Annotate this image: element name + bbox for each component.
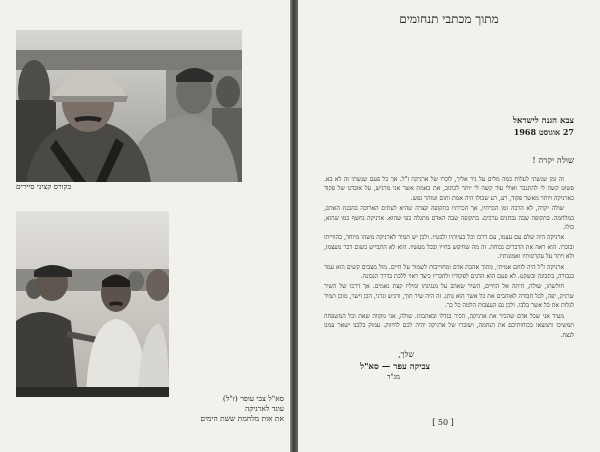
- page-header: מתוך מכתבי תנחומים: [399, 12, 499, 26]
- photo-award-ceremony: [16, 211, 169, 397]
- letter-greeting: שולה יקרה !: [532, 156, 574, 166]
- letter-date: 27 אוגוסט 1968: [513, 127, 574, 137]
- caption-line: סא"ל צבי עופר (ז"ל): [222, 394, 284, 403]
- caption-line: את אות מלחמת ששת הימים: [200, 414, 284, 423]
- letter-body: [324, 175, 574, 341]
- letter-paragraph: ארניקה ז"ל היה לוחם אמיתי, מתוך אהבת אדם ומחוייבות לשמור על חיים. מול מצבים קשים הוא עמד בגבורה, בתבונה ובשקט. לא פעם הוא הדגים לפקודיו ולחבריו כיצד ראוי ללכת בדרך הנכונה.: [324, 263, 574, 281]
- book-gutter: [290, 0, 298, 452]
- letter-closing: שלך,: [398, 350, 414, 359]
- signer-role: מג"ד: [386, 373, 400, 381]
- caption-officers-course: בקורס קציני סיירים: [16, 182, 72, 191]
- letter-paragraph: ארניקה היה שלם עם עצמו, עם דרכו וכל בעיותיו ולבטיו. ולכן יש תמיד לארניקה משהו מיוחד, בהווייתו ובזכרו. הוא ראה את הדברים נכוחה. זה מה שחיפש בחייו ובכל מעשיו. הוא לא התבייש בשום דבר מעצמו, ולא ויתר על עקרונותיו ואמונותיו.: [324, 234, 574, 261]
- page-number: [ 50 ]: [432, 418, 454, 427]
- caption-award-ceremony: [172, 394, 284, 424]
- photo-officers-course: [16, 30, 242, 182]
- letter-paragraph: זה זמן שנשתי לעלות כמה מלים על ניר אליך, לוכרו של ארניקה ז"ל. אך כל פעם שנשתי זה לא בא. פשוט קשה לי להתגבר ואולי עוד קשה לי יותר לכתוב, את באמת אשר אני מרגיש, על אובדנו של פקוד כארניקה ויותר מאשר פקוד, רע, רע שכולו היה אמת ותום וטוהר נפש.: [324, 176, 574, 202]
- letter-paragraph: חולשתו, שולה, היתה אל החיים, השיר שאהב על מנגינתו ומיליו קצת נאמים. אך דרכו של השיר שרניק, יפה, לכל חבורה לאוהבים את כל אשר הוא נותן. זה היה שיר תוך, ורגיש וגרני, הכן וישר, מוכן תמיד לגלות את כל אשר בלבו. ולכן גם העצבות הלמה כל כך.: [324, 283, 574, 310]
- caption-line: עונד לארניקה: [244, 404, 284, 413]
- letter-unit: צבא הגנה לישראל: [512, 116, 574, 126]
- letter-paragraph: שולה יקרה, לא הרבה זמן הכרתיו, אך הכרתיו בתקופה קצרה שהיא לעתים הארוכה בהבנת האדם, במלחמה. בתקופה שבה נבחנים ערכים. בתקופה שבה האדם מתגלה כפי שהוא. ארניקה נחשף כמו שהוא, כולו.: [324, 205, 574, 232]
- letter-paragraph: מעיד אני שכל אדם שהכיר את ארניקה, הכיר בגדלו ובאהבתו. שולה, אני מקווה שאת וכל המשפחה תמשיכו ותמצאו בכוחותיכם את הנחמה, ושזכרו של ארניקה יהיה לכם לחיזוק. עמוק בלבנו ישאר עמנו לנצח.: [324, 312, 574, 339]
- signer-name: צביקה עפר — סא"ל: [360, 362, 430, 372]
